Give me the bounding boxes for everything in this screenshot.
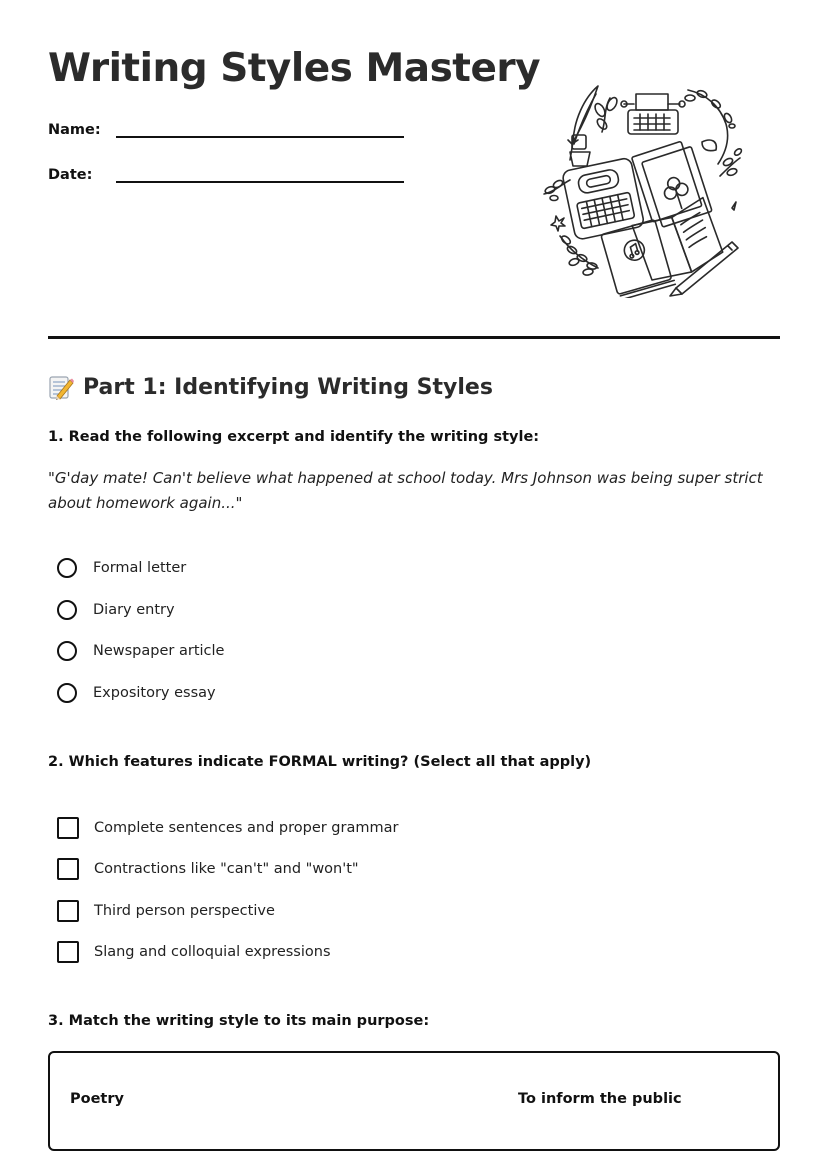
- date-label: Date:: [48, 167, 93, 183]
- checkbox[interactable]: [57, 941, 79, 963]
- name-input-line[interactable]: [116, 118, 404, 138]
- q2-option-third-person[interactable]: [57, 900, 275, 922]
- radio-button[interactable]: [57, 641, 77, 661]
- date-input-line[interactable]: [116, 163, 404, 183]
- page-title: Writing Styles Mastery: [48, 46, 541, 91]
- q1-option-expository-essay[interactable]: [57, 683, 216, 703]
- checkbox[interactable]: [57, 900, 79, 922]
- part1-heading-text: Part 1: Identifying Writing Styles: [83, 374, 493, 400]
- part1-heading: [48, 374, 493, 400]
- question-1-prompt: 1. Read the following excerpt and identify the writing style:: [48, 429, 540, 445]
- q2-option-complete-sentences[interactable]: [57, 817, 398, 839]
- memo-pencil-icon: [48, 374, 74, 400]
- question-1-excerpt: "G'day mate! Can't believe what happened at school today. Mrs Johnson was being super strict about homework again...": [48, 469, 763, 512]
- option-label: Expository essay: [93, 685, 216, 701]
- date-field: [48, 163, 404, 183]
- match-purpose-inform[interactable]: To inform the public: [518, 1091, 682, 1107]
- option-label: Formal letter: [93, 560, 187, 576]
- option-label: Third person perspective: [94, 903, 275, 919]
- option-label: Newspaper article: [93, 643, 225, 659]
- writing-tools-illustration: [540, 80, 750, 298]
- question-3-prompt: 3. Match the writing style to its main purpose:: [48, 1013, 430, 1029]
- radio-button[interactable]: [57, 558, 77, 578]
- option-label: Complete sentences and proper grammar: [94, 820, 399, 836]
- option-label: Contractions like "can't" and "won't": [94, 861, 359, 877]
- checkbox[interactable]: [57, 858, 79, 880]
- matching-box: [48, 1051, 780, 1151]
- question-2-prompt: 2. Which features indicate FORMAL writing? (Select all that apply): [48, 754, 592, 770]
- q2-option-slang[interactable]: [57, 941, 331, 963]
- q1-option-formal-letter[interactable]: [57, 558, 186, 578]
- checkbox[interactable]: [57, 817, 79, 839]
- radio-button[interactable]: [57, 600, 77, 620]
- radio-button[interactable]: [57, 683, 77, 703]
- q1-option-diary-entry[interactable]: [57, 600, 175, 620]
- match-item-poetry[interactable]: Poetry: [70, 1091, 124, 1107]
- option-label: Slang and colloquial expressions: [94, 944, 331, 960]
- option-label: Diary entry: [93, 602, 175, 618]
- name-field: [48, 118, 404, 138]
- section-divider: [48, 336, 780, 339]
- name-label: Name:: [48, 122, 101, 138]
- q2-option-contractions[interactable]: [57, 858, 359, 880]
- q1-option-newspaper-article[interactable]: [57, 641, 224, 661]
